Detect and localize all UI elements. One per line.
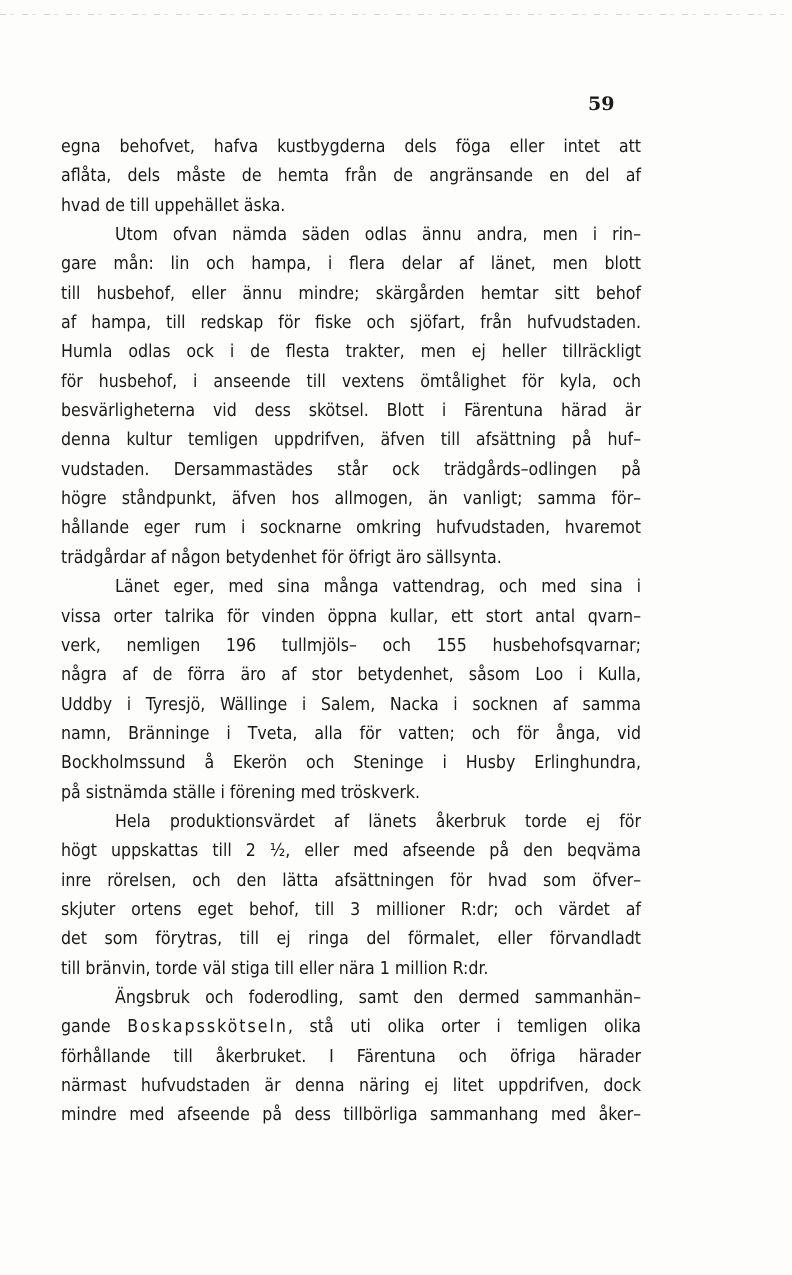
text-line: egna behofvet, hafva kustbygderna dels föga eller intet att xyxy=(61,137,641,157)
text-line: vissa orter talrika för vinden öppna kullar, ett stort antal qvarn– xyxy=(61,606,641,627)
text-line: inre rörelsen, och den lätta afsättningen för hvad som öfver– xyxy=(61,870,641,891)
text-line: Ängsbruk och foderodling, samt den dermed sammanhän– xyxy=(115,987,641,1008)
text-line: besvärligheterna vid dess skötsel. Blott i Färentuna härad är xyxy=(61,401,641,422)
emphasized-word: Boskapsskötseln xyxy=(127,1017,288,1038)
text-line: namn, Bränninge i Tveta, alla för vatten; och för ånga, vid xyxy=(61,723,641,744)
text-line: mindre med afseende på dess tillbörliga sammanhang med åker– xyxy=(61,1105,641,1126)
text-line: högt uppskattas till 2 ½, eller med afseende på den beqväma xyxy=(61,841,641,862)
text-line: Utom ofvan nämda säden odlas ännu andra, men i rin– xyxy=(115,225,641,246)
text-line: det som förytras, till ej ringa del förmalet, eller förvandladt xyxy=(61,929,641,950)
text-line: hvad de till uppehället äska. xyxy=(61,195,286,216)
text-line: hållande eger rum i socknarne omkring hufvudstaden, hvaremot xyxy=(61,518,641,539)
text-line: skjuter ortens eget behof, till 3 millioner R:dr; och värdet af xyxy=(61,899,641,920)
scan-edge-artifact xyxy=(0,14,792,15)
text-line: till bränvin, torde väl stiga till eller nära 1 million R:dr. xyxy=(61,958,489,979)
text-line: Bockholmssund å Ekerön och Steninge i Husby Erlinghundra, xyxy=(61,753,641,774)
text-line: på sistnämda ställe i förening med tröskverk. xyxy=(61,782,421,803)
text-line: närmast hufvudstaden är denna näring ej litet uppdrifven, dock xyxy=(61,1076,641,1096)
text-line: för husbehof, i anseende till vextens ömtålighet för kyla, och xyxy=(61,371,641,392)
page-number: 59 xyxy=(588,93,615,115)
text-line: vudstaden. Dersammastädes står ock trädgårds–odlingen på xyxy=(61,459,641,480)
text-line: gare mån: lin och hampa, i flera delar af länet, men blott xyxy=(61,254,641,275)
text-line: verk, nemligen 196 tullmjöls– och 155 husbehofsqvarnar; xyxy=(61,635,641,656)
text-line: Hela produktionsvärdet af länets åkerbruk torde ej för xyxy=(115,811,641,832)
text-line: af hampa, till redskap för fiske och sjöfart, från hufvudstaden. xyxy=(61,313,641,334)
text-line: Uddby i Tyresjö, Wällinge i Salem, Nacka i socknen af samma xyxy=(61,694,641,715)
text-line: Länet eger, med sina många vattendrag, och med sina i xyxy=(115,577,641,598)
text-line: högre ståndpunkt, äfven hos allmogen, än vanligt; samma för– xyxy=(61,489,641,510)
body-text xyxy=(61,133,641,1131)
text-line: förhållande till åkerbruket. I Färentuna och öfriga härader xyxy=(61,1046,641,1067)
text-line: Humla odlas ock i de flesta trakter, men ej heller tillräckligt xyxy=(61,342,641,363)
text-line: några af de förra äro af stor betydenhet, såsom Loo i Kulla, xyxy=(61,665,641,686)
text-line: till husbehof, eller ännu mindre; skärgården hemtar sitt behof xyxy=(61,283,641,304)
text-line: trädgårdar af någon betydenhet för öfrigt äro sällsynta. xyxy=(61,547,502,568)
text-line: gande Boskapsskötseln, stå uti olika orter i temligen olika xyxy=(61,1017,642,1038)
text-line: denna kultur temligen uppdrifven, äfven till afsättning på huf– xyxy=(61,430,641,451)
text-line: aflåta, dels måste de hemta från de angränsande en del af xyxy=(61,166,641,187)
